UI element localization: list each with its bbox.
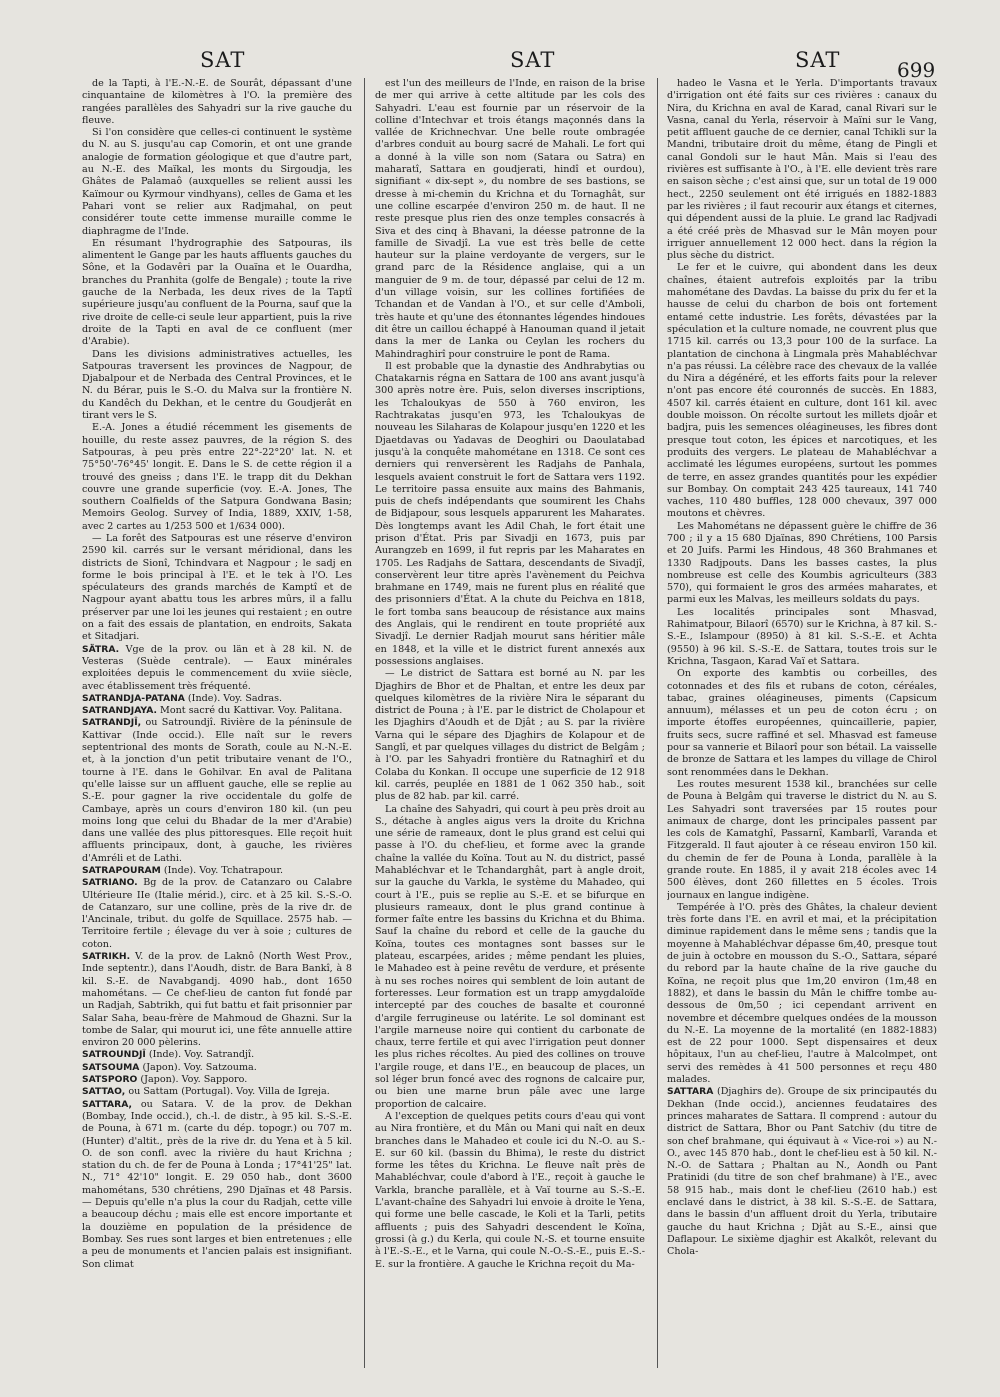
entry-headword: SÄTRA. [82,643,120,655]
running-head-center: SAT [510,48,556,72]
entry-headword: SATTARA, [82,1098,133,1110]
paragraph: A l'exception de quelques petits cours d'eau qui vont au Nira frontière, et du Mân ou Mani qui naît en deux branches dans le Mahadeo et coule ici du N.-O. au S.-E. sur 60 kil. (bassin du Bhima), le reste du district forme les têtes du Krichna. Le fleuve naît près de Mahabléchvar, coule d'abord à l'E., reçoit à gauche le Varkla, branche parallèle, et à Vaï tourne au S.-S.-E. L'avant-chaîne des Sahyadri lui envoie à droite le Yena, qui forme une belle cascade, le Koli et la Tarli, petits affluents ; puis des Sahyadri descendent le Koïna, grossi (à g.) du Kerla, qui coule N.-S. et tourne ensuite à l'E.-S.-E., et le Varna, qui coule N.-O.-S.-E., puis E.-S.-E. sur la frontière. A gauche le Krichna reçoit du Ma- [375,1110,645,1270]
dictionary-entry [82,865,352,877]
column-left [82,78,352,1373]
dictionary-entry [82,644,352,693]
entry-headword: SATROUNDJÎ [82,1049,146,1061]
entry-headword: SATRIKH. [82,951,131,963]
dictionary-entry [82,877,352,951]
column-right [667,78,937,1373]
paragraph: E.-A. Jones a étudié récemment les gisements de houille, du reste assez pauvres, de la région S. des Satpouras, à peu près entre 22°-22°20' lat. N. et 75°50'-76°45' longit. E. Dans le S. de cette région il a trouvé des gneiss ; dans l'E. le trapp dit du Dekhan couvre une grande superficie (voy. E.-A. Jones, The southern Coalfields of the Satpura Gondwana Basin; Memoirs Geolog. Survey of India, 1889, XXIV, 1-58, avec 2 cartes au 1/253 500 et 1/634 000). [82,422,352,532]
running-head-right: SAT [795,48,841,72]
entry-headword: SATRANDJAYA. [82,705,157,717]
entry-headword: SATRANDJA-PATANA [82,692,185,704]
entry-headword: SATSPORO [82,1074,138,1086]
paragraph: En résumant l'hydrographie des Satpouras, ils alimentent le Gange par les hauts affluents gauches du Sône, et la Godavêri par la Ouaïna et le Ouardha, branches du Pranhita (golfe de Bengale) ; toute la rive gauche de la Nerbada, les deux rives de la Taptî supérieure jusqu'au confluent de la Pourna, sauf que la rive droite de celle-ci seule leur appartient, puis la rive droite de la Tapti en aval de ce confluent (mer d'Arabie). [82,237,352,348]
dictionary-entry [82,951,352,1049]
entry-headword: SATRANDJÎ, [82,717,142,729]
dictionary-entry [82,1062,352,1074]
paragraph: Les routes mesurent 1538 kil., branchées sur celle de Pouna à Belgâm qui traverse le district du N. au S. Les Sahyadri sont traversées par 15 routes pour animaux de charge, dont les principales passent par les cols de Kamatghî, Passarnî, Kambarlî, Varanda et Fitzgerald. Il faut ajouter à ce réseau environ 150 kil. du chemin de fer de Pouna à Londa, parallèle à la grande route. En 1885, il y avait 218 écoles avec 14 500 élèves, dont 260 fillettes en 5 écoles. Trois journaux en langue indigène. [667,778,937,901]
dictionary-entry [82,1074,352,1086]
entry-text: ou Sattam (Portugal). Voy. Villa de Igreja. [125,1086,330,1098]
running-head-left: SAT [200,48,246,72]
entry-text: Mont sacré du Kattivar. Voy. Palitana. [156,705,343,717]
entry-text: V. de la prov. de Laknô (North West Prov., Inde septentr.), dans l'Aoudh, distr. de Bara Bankî, à 8 kil. S.-E. de Navabgandj. 4090 hab., dont 1650 mahométans. — Ce chef-lieu de canton fut fondé par un Radjah, Sabtrikh, qui fut battu et fait prisonnier par Salar Saha, beau-frère de Mahmoud de Ghazni. Sur la tombe de Salar, qui mourut ici, une fête annuelle attire environ 20 000 pèlerins. [82,951,352,1049]
paragraph: Tempérée à l'O. près des Ghâtes, la chaleur devient très forte dans l'E. en avril et mai, et la précipitation diminue rapidement dans le même sens ; tandis que la moyenne à Mahabléchvar dépasse 6m,40, presque tout de juin à octobre en mousson du S.-O., Sattara, séparé du rebord par la haute chaîne de la rive gauche du Koïna, ne reçoit plus que 1m,20 environ (1m,48 en 1882), et dans le bassin du Mân le chiffre tombe au-dessous de 0m,50 ; ici cependant arrivent en novembre et décembre quelques ondées de la mousson du N.-E. La moyenne de la mortalité (en 1882-1883) est de 22 pour 1000. Sept dispensaires et deux hôpitaux, l'un au chef-lieu, l'autre à Malcolmpet, ont servi des remèdes à 41 500 personnes et reçu 480 malades. [667,901,937,1086]
dictionary-entry [667,1086,937,1258]
entry-text: (Djaghirs de). Groupe de six principautés du Dekhan (Inde occid.), anciennes feudataires des princes maharates de Sattara. Il comprend : autour du district de Sattara, Bhor ou Pant Satchiv (du titre de son chef brahmane, qui équivaut à « Vice-roi ») au N.-O., avec 145 870 hab., dont le chef-lieu est à 50 kil. N.-N.-O. de Sattara ; Phaltan au N., Aondh ou Pant Pratinidi (du titre de son chef brahmane) à l'E., avec 58 915 hab., mais dont le chef-lieu (2610 hab.) est enclavé dans le district, à 38 kil. S.-S.-E. de Sattara, dans le bassin d'un affluent droit du Yerla, tributaire gauche du haut Krichna ; Djât au S.-E., ainsi que Daflapour. Le sixième djaghir est Akalkôt, relevant du Chola- [667,1086,937,1258]
dictionary-entry [82,717,352,865]
column-center [375,78,645,1373]
entry-text: Bg de la prov. de Catanzaro ou Calabre Ultérieure IIe (Italie mérid.), circ. et à 25 kil. S.-S.-O. de Catanzaro, sur une colline, près de la rive dr. de l'Ancinale, tribut. du golfe de Squillace. 2575 hab. — Territoire fertile ; élevage du ver à soie ; cultures de coton. [82,877,352,950]
entry-text: (Inde). Voy. Satrandjî. [145,1049,255,1061]
paragraph: hadeo le Vasna et le Yerla. D'importants travaux d'irrigation ont été faits sur ces rivières : canaux du Nira, du Krichna en aval de Karad, canal Rivari sur le Vasna, canal du Yerla, réservoir à Maïni sur le Vang, petit affluent gauche de ce dernier, canal Tchikli sur la Mandni, tributaire droit du même, étang de Pingli et canal Gondoli sur le haut Mân. Mais si l'eau des rivières est suffisante à l'O., à l'E. elle devient très rare en saison sèche ; c'est ainsi que, sur un total de 19 000 hect., 2250 seulement ont été irrigués en 1882-1883 par les rivières ; il faut recourir aux étangs et citernes, qui dépendent aussi de la pluie. Le grand lac Radjvadi a été créé près de Mhasvad sur le Mân moyen pour irriguer annuellement 12 000 hect. dans la région la plus sèche du district. [667,78,937,262]
paragraph: Les localités principales sont Mhasvad, Rahimatpour, Bilaorî (6570) sur le Krichna, à 87 kil. S.-S.-E., Islampour (8950) à 81 kil. S.-S.-E. et Achta (9550) à 96 kil. S.-S.-E. de Sattara, toutes trois sur le Krichna, Tasgaon, Karad Vaï et Sattara. [667,606,937,667]
page-number: 699 [897,58,936,82]
entry-text: ou Satara. V. de la prov. de Dekhan (Bombay, Inde occid.), ch.-l. de distr., à 95 kil. S.-S.-E. de Pouna, à 671 m. (carte du dép. topogr.) ou 707 m. (Hunter) d'altit., près de la rive dr. du Yena et à 5 kil. O. de son confl. avec la rivière du haut Krichna ; station du ch. de fer de Pouna à Londa ; 17°41'25" lat. N., 71° 42'10" longit. E. 29 050 hab., dont 3600 mahométans, 530 chrétiens, 290 Djaïnas et 48 Parsis. — Depuis qu'elle n'a plus la cour du Radjah, cette ville a beaucoup déchu ; mais elle est encore importante et la douzième en population de la présidence de Bombay. Ses rues sont larges et bien entretenues ; elle a peu de monuments et l'ancien palais est insignifiant. Son climat [82,1098,352,1270]
paragraph: Il est probable que la dynastie des Andhrabytias ou Chatakarnis régna en Sattara de 100 ans avant jusqu'à 300 après notre ère. Puis, selon diverses inscriptions, les Tchaloukyas de 550 à 760 environ, les Rachtrakatas jusqu'en 973, les Tchaloukyas de nouveau les Silaharas de Kolapour jusqu'en 1220 et les Djaetdavas ou Yadavas de Deoghiri ou Daoulatabad jusqu'à la conquête mahométane en 1318. Ce sont ces derniers qui renversèrent les Radjahs de Panhala, lesquels avaient construit le fort de Sattara vers 1192. Le territoire passa ensuite aux mains des Bahmanis, puis de chefs indépendants que soumirent les Chahs de Bidjapour, sous lesquels apparurent les Maharates. Dès longtemps avant les Adil Chah, le fort était une prison d'État. Pris par Sivadji en 1673, puis par Aurangzeb en 1699, il fut repris par les Maharates en 1705. Les Radjahs de Sattara, descendants de Sivadjî, conservèrent leur titre après l'avènement du Peichva brahmane en 1749, mais ne furent plus en réalité que des prisonniers d'État. A la chute du Peichva en 1818, le fort tomba sans beaucoup de résistance aux mains des Anglais, qui le rendirent en toute propriété aux Sivadjî. Le dernier Radjah mourut sans héritier mâle en 1848, et la ville et le district furent annexés aux possessions anglaises. [375,360,645,667]
paragraph: — Le district de Sattara est borné au N. par les Djaghirs de Bhor et de Phaltan, et entre les deux par quelques kilomètres de la rivière Nira le séparant du district de Pouna ; à l'E. par le district de Cholapour et les Djaghirs d'Aoudh et de Djât ; au S. par la rivière Varna qui le sépare des Djaghirs de Kolapour et de Sanglî, et par quelques villages du district de Belgâm ; à l'O. par les Sahyadri frontière du Ratnaghirî et du Colaba du Konkan. Il occupe une superficie de 12 918 kil. carrés, peuplée en 1881 de 1 062 350 hab., soit plus de 82 hab. par kil. carré. [375,668,645,803]
dictionary-entry [82,1049,352,1061]
paragraph: La chaîne des Sahyadri, qui court à peu près droit au S., détache à angles aigus vers la droite du Krichna une série de rameaux, dont le plus grand est celui qui passe à l'O. du chef-lieu, et forme avec la grande chaîne la vallée du Koïna. Tout au N. du district, passé Mahabléchvar et le Tchandarghât, part à angle droit, sur la gauche du Varkla, le système du Mahadeo, qui court à l'E., puis se replie au S.-E. et se bifurque en plusieurs rameaux, dont le plus grand continue à former faîte entre les bassins du Krichna et du Bhima. Sauf la chaîne du rebord et celle de la gauche du Koïna, toutes ces montagnes sont basses sur le plateau, escarpées, arides ; même pendant les pluies, le Mahadeo est à peine revêtu de verdure, et présente à nu ses roches noires qui semblent de loin autant de forteresses. Leur formation est un trapp amygdaloïde intercepté par des couches de basalte et couronné d'argile ferrugineuse ou latérite. Le sol dominant est l'argile marneuse noire qui contient du carbonate de chaux, terre fertile et qui avec l'irrigation peut donner les plus riches récoltes. Au pied des collines on trouve l'argile rouge, et dans l'E., en beaucoup de places, un sol léger brun foncé avec des rognons de calcaire pur, ou bien une marne brun pâle avec une large proportion de calcaire. [375,803,645,1110]
paragraph: Les Mahométans ne dépassent guère le chiffre de 36 700 ; il y a 15 680 Djaïnas, 890 Chrétiens, 100 Parsis et 20 Juifs. Parmi les Hindous, 48 360 Brahmanes et 1330 Radjpouts. Dans les basses castes, la plus nombreuse est celle des Koumbis agriculteurs (383 570), qui formaient le gros des armées maharates, et parmi eux les Malvas, les meilleurs soldats du pays. [667,520,937,606]
dictionary-entry [82,1086,352,1098]
entry-headword: SATTARA [667,1086,714,1098]
column-rule [364,78,365,1368]
paragraph: de la Tapti, à l'E.-N.-E. de Sourât, dépassant d'une cinquantaine de kilomètres à l'O. la première des rangées parallèles des Sahyadri sur la rive gauche du fleuve. [82,78,352,126]
dictionary-entry [82,693,352,705]
paragraph: Dans les divisions administratives actuelles, les Satpouras traversent les provinces de Nagpour, de Djabalpour et de Nerbada des Central Provinces, et le N. du Bérar, puis le S.-O. du Malva sur la frontière N. du Kandêch du Dekhan, et le centre du Goudjerât en tirant vers le S. [82,348,352,422]
dictionary-entry [82,1099,352,1271]
entry-text: Vge de la prov. ou län et à 28 kil. N. de Vesteras (Suède centrale). — Eaux minérales exploitées depuis le commencement du xviie siècle, avec établissement très fréquenté. [82,643,352,692]
entry-headword: SATRIANO. [82,877,138,889]
entry-text: (Inde). Voy. Tchatrapour. [160,865,284,876]
paragraph: — La forêt des Satpouras est une réserve d'environ 2590 kil. carrés sur le versant méridional, dans les districts de Sionî, Tchindvara et Nagpour ; le sadj en forme le bois principal à l'E. et le tek à l'O. Les spéculateurs des grands marchés de Kamptî et de Nagpour ayant abattu tous les arbres mûrs, il a fallu préserver par une loi les jeunes qui restaient ; en outre on a fait des essais de plantation, en endroits, Sakata et Sitadjari. [82,532,352,643]
paragraph: On exporte des kambtis ou corbeilles, des cotonnades et des fils et rubans de coton, céréales, tabac, graines oléagineuses, piments (Capsicum annuum), mélasses et un peu de coton écru ; on importe étoffes européennes, quincaillerie, papier, fruits secs, sucre raffiné et sel. Mhasvad est fameuse pour sa vannerie et Bilaorî pour son bétail. La vaisselle de bronze de Sattara et les lampes du village de Chirol sont renommées dans le Dekhan. [667,668,937,778]
entry-headword: SATSOUMA [82,1061,140,1073]
paragraph: Le fer et le cuivre, qui abondent dans les deux chaînes, étaient autrefois exploités par la tribu mahométane des Davdas. La baisse du prix du fer et la hausse de celui du charbon de bois ont fortement entamé cette industrie. Les forêts, dévastées par la spéculation et la culture nomade, ne couvrent plus que 1715 kil. carrés ou 13,3 pour 100 de la surface. La plantation de cinchona à Lingmala près Mahabléchvar n'a pas réussi. La célèbre race des chevaux de la vallée du Nira a dégénéré, et les efforts faits pour la relever n'ont pas encore été couronnés de succès. En 1883, 4507 kil. carrés étaient en culture, dont 161 kil. avec double moisson. On récolte surtout les millets djoâr et badjra, puis les semences oléagineuses, les fibres dont presque tout coton, les épices et narcotiques, et les produits des vergers. Le plateau de Mahabléchvar a acclimaté les légumes européens, surtout les pommes de terre, en assez grandes quantités pour les expédier sur Bombay. On comptait 243 425 taureaux, 141 740 vaches, 110 480 buffles, 128 000 chevaux, 397 000 moutons et chèvres. [667,262,937,520]
entry-text: (Japon). Voy. Sapporo. [137,1074,248,1086]
entry-text: ou Satroundjî. Rivière de la péninsule de Kattivar (Inde occid.). Elle naît sur le revers septentrional des monts de Sorath, coule au N.-N.-E. et, à la jonction d'un petit tributaire venant de l'O., tourne à l'E. dans le Gohilvar. En aval de Palitana qu'elle laisse sur un affluent gauche, elle se replie au S.-E. pour gagner la rive occidentale du golfe de Cambaye, après un cours d'environ 180 kil. (un peu moins long que celui du Bhadar de la mer d'Arabie) dans une vallée des plus pittoresques. Elle reçoit huit affluents principaux, dont, à gauche, les rivières d'Amréli et de Lathi. [82,717,352,864]
paragraph: Si l'on considère que celles-ci continuent le système du N. au S. jusqu'au cap Comorin, et ont une grande analogie de formation géologique et que d'autre part, au N.-E. des Maïkal, les monts du Sirgoudja, les Ghâtes de Palamaô (auxquelles se relient aussi les Kaïmour ou Kyrmour vindhyans), celles de Gama et les Pahari vont se relier aux Radjmahal, on peut considérer toute cette immense muraille comme le diaphragme de l'Inde. [82,127,352,237]
entry-text: (Japon). Voy. Satzouma. [139,1061,257,1073]
entry-text: (Inde). Voy. Sadras. [184,692,283,704]
dictionary-entry [82,705,352,717]
paragraph: est l'un des meilleurs de l'Inde, en raison de la brise de mer qui arrive à cette altitude par les cols des Sahyadri. L'eau est fournie par un réservoir de la colline d'Intechvar et trois étangs maçonnés dans la vallée de Krichnechvar. Une belle route ombragée d'arbres conduit au bourg sacré de Mahali. Le fort qui a donné à la ville son nom (Satara ou Satra) en maharatî, Sattara en goudjerati, hindî et ourdou), signifiant « dix-sept », du nombre de ses bastions, se dresse à mi-chemin du Krichna et du Tornaghât, sur une colline escarpée d'environ 250 m. de haut. Il ne reste presque plus rien des onze temples consacrés à Siva et des cinq à Bhavani, la déesse patronne de la famille de Sivadjî. La vue est très belle de cette hauteur sur la plaine verdoyante de vergers, sur le grand parc de la Résidence anglaise, qui a un manguier de 9 m. de tour, dépassé par celui de 12 m. d'un village voisin, sur les collines fortifiées de Tchandan et de Vandan à l'O., et sur celle d'Amboli, très haute et qu'une des étonnantes légendes hindoues dit être un caillou échappé à Hanouman quand il jetait dans la mer de Lanka ou Ceylan les rochers du Mahindraghirî pour construire le pont de Rama. [375,78,645,360]
column-rule [657,78,658,1368]
entry-headword: SATRAPOURAM [82,865,161,876]
entry-headword: SATTAO, [82,1086,126,1098]
